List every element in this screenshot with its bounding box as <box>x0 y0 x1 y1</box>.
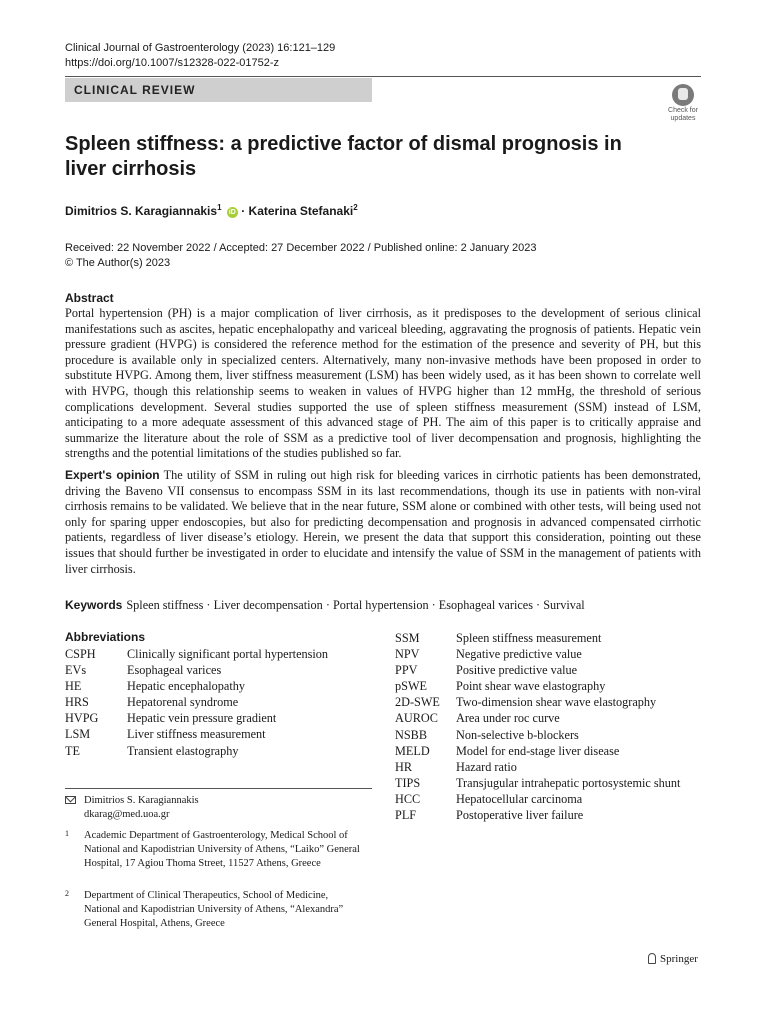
abbreviation-term: pSWE <box>395 679 427 694</box>
abbreviation-term: HVPG <box>65 711 99 726</box>
experts-opinion <box>65 468 701 577</box>
abbreviation-definition: Esophageal varices <box>127 663 222 678</box>
springer-horse-icon <box>648 953 656 964</box>
affiliation-text: Department of Clinical Therapeutics, School of Medicine, National and Kapodistrian University of Athens, “Alexandra” General Hospital, Athens, Greece <box>84 890 344 929</box>
publisher-name: Springer <box>660 953 698 965</box>
abbreviation-definition: Non-selective b-blockers <box>456 727 579 742</box>
abstract-heading: Abstract <box>65 291 114 305</box>
abbreviation-row <box>395 807 680 823</box>
abbreviation-term: CSPH <box>65 647 96 661</box>
journal-citation: Clinical Journal of Gastroenterology (2023) 16:121–129 <box>65 42 336 54</box>
abbreviation-definition: Two-dimension shear wave elastography <box>456 695 657 710</box>
keywords-label: Keywords <box>65 598 123 612</box>
abbreviation-term: 2D-SWE <box>395 695 440 710</box>
article-title: Spleen stiffness: a predictive factor of dismal prognosis in liver cirrhosis <box>65 133 622 180</box>
history-dates: Received: 22 November 2022 / Accepted: 27 December 2022 / Published online: 2 January 2023 <box>65 242 537 254</box>
abbreviation-definition: Positive predictive value <box>456 663 578 678</box>
abbreviation-term: HE <box>65 679 82 694</box>
keywords-text: Spleen stiffness · Liver decompensation · Portal hypertension · Esophageal varices · Survival <box>126 598 585 612</box>
abbreviation-row <box>395 646 680 662</box>
abbreviation-term: TIPS <box>395 775 421 790</box>
check-for-updates-line2: updates <box>670 115 696 122</box>
journal-header <box>65 41 335 71</box>
envelope-icon <box>65 796 76 804</box>
abbreviation-definition: Hazard ratio <box>456 759 517 774</box>
abbreviation-term: NPV <box>395 647 420 662</box>
correspondence-name: Dimitrios S. Karagiannakis <box>84 795 199 806</box>
abbreviation-definition: Hepatorenal syndrome <box>127 695 239 710</box>
affiliation-number: 2 <box>65 889 69 898</box>
abbreviation-definition: Negative predictive value <box>456 647 582 662</box>
abbreviation-definition: Model for end-stage liver disease <box>456 743 620 758</box>
author-1-name[interactable]: Dimitrios S. Karagiannakis <box>65 204 218 218</box>
abbreviations-left-column <box>65 646 328 759</box>
abbreviations-heading: Abbreviations <box>65 630 146 644</box>
abbreviation-term: SSM <box>395 631 420 645</box>
abbreviation-row <box>65 662 328 678</box>
abbreviation-definition: Transient elastography <box>127 743 239 758</box>
publication-dates <box>65 241 536 271</box>
abbreviation-term: PLF <box>395 808 417 823</box>
abbreviation-row <box>65 726 328 742</box>
abbreviation-row <box>395 678 680 694</box>
header-rule <box>65 76 701 77</box>
abbreviation-definition: Spleen stiffness measurement <box>456 631 602 645</box>
abbreviation-row <box>395 710 680 726</box>
abbreviation-row <box>65 678 328 694</box>
abbreviation-row <box>395 727 680 743</box>
abbreviation-row <box>395 775 680 791</box>
abbreviation-term: HRS <box>65 695 89 710</box>
check-for-updates-icon <box>672 84 694 106</box>
abbreviation-row <box>65 743 328 759</box>
check-for-updates-badge[interactable] <box>663 84 703 122</box>
abbreviation-row <box>65 710 328 726</box>
affiliation-1 <box>65 829 365 871</box>
copyright-line: © The Author(s) 2023 <box>65 257 171 269</box>
abbreviation-term: MELD <box>395 743 430 758</box>
affiliation-number: 1 <box>65 829 69 838</box>
abbreviation-row <box>395 743 680 759</box>
experts-opinion-label: Expert's opinion <box>65 468 160 482</box>
experts-opinion-text: The utility of SSM in ruling out high risk for bleeding varices in cirrhotic patients has been demonstrated, driving the Baveno VII consensus to encompass SSM in its last recommendations, though its use in patients with non-viral cirrhosis remains to be validated. We believe that in the near future, SSM alone or combined with other tests, will being used not only for sparing upper endoscopies, but also for predicting decompensation and prognosis in advanced compensated cirrhotic patients, regardless of liver disease’s etiology. Herein, we present the data that support this consideration, pointing out these issues that should further be investigated in order to elucidate and intensify the value of SSM in the management of patients with liver cirrhosis. <box>65 468 701 576</box>
abbreviation-row <box>395 662 680 678</box>
orcid-icon[interactable]: iD <box>228 209 236 216</box>
abbreviation-definition: Point shear wave elastography <box>456 679 606 694</box>
author-2-name[interactable]: Katerina Stefanaki <box>248 204 354 218</box>
author-list <box>65 203 358 218</box>
abbreviations-right-column <box>395 630 680 823</box>
abstract-text: Portal hypertension (PH) is a major complication of liver cirrhosis, as it predisposes to the development of serious clinical manifestations such as ascites, hepatic encephalopathy and variceal bleeding, aggravating the prognosis of patients. Hepatic vein pressure gradient (HVPG) is considered the reference method for the estimation of the presence and severity of PH, but this procedure is available only in specialized centers. Alternatively, many non-invasive methods have been proposed in order to substitute HVPG. Among them, liver stiffness measurement (LSM) has been widely used, as it has been shown to correlate well with HVPG, though this relationship seems to weaken in values of HVPG higher than 12 mmHg, the threshold of serious complications development. Several studies supported the use of spleen stiffness measurement (SSM) instead of LSM, anticipating to a more adequate assessment of this advanced stage of PH. The aim of this paper is to critically appraise and summarize the literature about the role of SSM as a predictive tool of liver decompensation and prognosis, highlighting the strengths and the potential limitations of the studies published so far. <box>65 306 701 461</box>
doi-link[interactable]: https://doi.org/10.1007/s12328-022-01752-z <box>65 57 280 69</box>
abbreviation-term: LSM <box>65 727 91 742</box>
abbreviation-row <box>395 630 680 646</box>
publisher-logo <box>648 953 698 965</box>
abbreviation-definition: Hepatic vein pressure gradient <box>127 711 277 726</box>
article-type-banner <box>65 78 372 102</box>
affiliation-2 <box>65 889 365 931</box>
affiliation-text: Academic Department of Gastroenterology, Medical School of National and Kapodistrian University of Athens, “Laiko” General Hospital, 17 Agiou Thoma Street, 11527 Athens, Greece <box>84 830 360 869</box>
author-2-affiliation: 2 <box>353 203 358 212</box>
correspondence <box>65 794 199 822</box>
keywords <box>65 598 701 613</box>
author-1-affiliation: 1 <box>217 203 222 212</box>
abbreviation-definition: Clinically significant portal hypertension <box>127 647 329 661</box>
abbreviation-term: NSBB <box>395 727 428 742</box>
abbreviation-row <box>395 791 680 807</box>
abbreviation-term: HCC <box>395 791 421 806</box>
abbreviation-definition: Hepatocellular carcinoma <box>456 791 583 806</box>
abbreviation-row <box>395 694 680 710</box>
footnote-rule <box>65 788 372 789</box>
abbreviation-row <box>395 759 680 775</box>
abbreviation-definition: Hepatic encephalopathy <box>127 679 246 694</box>
abbreviation-term: PPV <box>395 663 418 678</box>
abbreviation-row <box>65 694 328 710</box>
abbreviation-definition: Transjugular intrahepatic portosystemic shunt <box>456 775 681 790</box>
article-type-label: CLINICAL REVIEW <box>74 83 196 97</box>
author-separator: · <box>237 204 249 218</box>
abbreviation-term: HR <box>395 759 413 774</box>
correspondence-email[interactable]: dkarag@med.uoa.gr <box>84 809 170 820</box>
abbreviation-definition: Postoperative liver failure <box>456 808 584 823</box>
abbreviation-term: AUROC <box>395 711 438 726</box>
abbreviation-definition: Liver stiffness measurement <box>127 727 266 742</box>
abbreviation-term: EVs <box>65 663 87 678</box>
abbreviation-term: TE <box>65 743 80 758</box>
abbreviation-definition: Area under roc curve <box>456 711 560 726</box>
abbreviation-row <box>65 646 328 662</box>
check-for-updates-line1: Check for <box>668 107 698 114</box>
